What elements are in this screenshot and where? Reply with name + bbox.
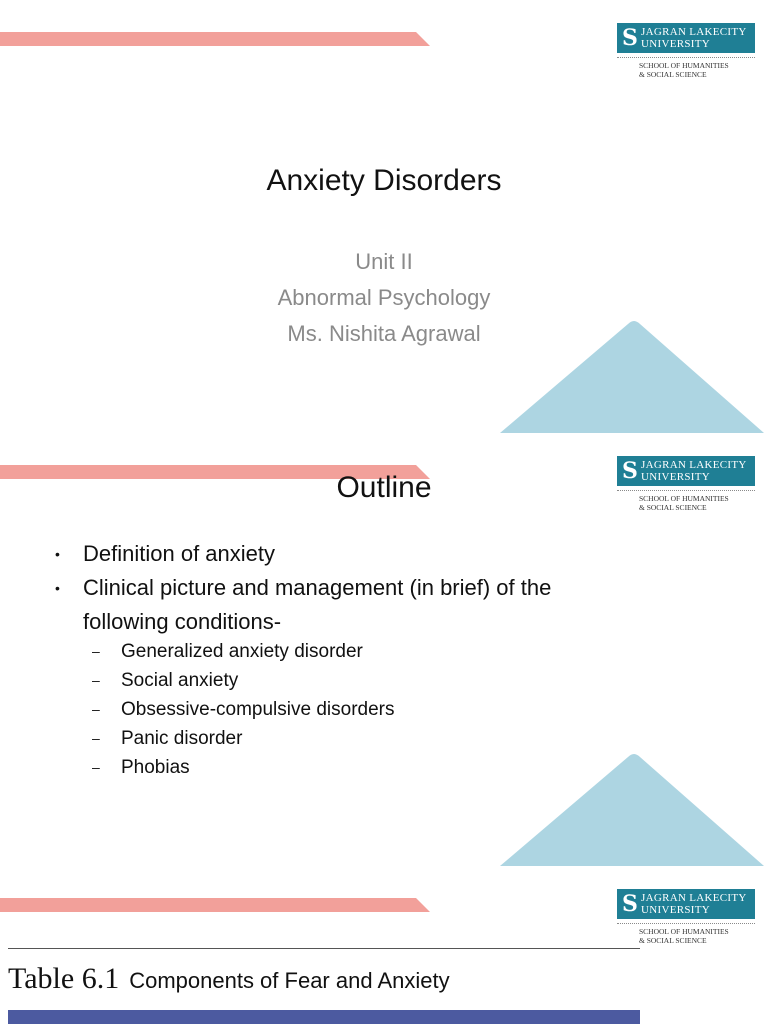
university-logo xyxy=(617,889,757,947)
logo-sub-1: SCHOOL OF HUMANITIES xyxy=(639,61,729,70)
slide-table xyxy=(0,866,768,1024)
logo-line-1: JAGRAN LAKECITY xyxy=(641,26,747,38)
subtitle-course: Abnormal Psychology xyxy=(277,285,491,310)
university-logo xyxy=(617,23,757,81)
logo-sub-2: & SOCIAL SCIENCE xyxy=(639,70,707,79)
slide-outline xyxy=(0,433,768,866)
table-caption xyxy=(8,962,450,996)
logo-mark-icon: S xyxy=(622,891,638,917)
logo-line-2: UNIVERSITY xyxy=(641,471,710,483)
slide-title-text: Anxiety Disorders xyxy=(266,164,502,197)
logo-sub-1: SCHOOL OF HUMANITIES xyxy=(639,494,729,503)
logo-sub-2: & SOCIAL SCIENCE xyxy=(639,936,707,945)
dash-icon: – xyxy=(92,643,100,659)
sub-bullet-text: Social anxiety xyxy=(121,670,239,691)
logo-line-2: UNIVERSITY xyxy=(641,38,710,50)
table-caption-text: Components of Fear and Anxiety xyxy=(129,968,450,993)
table-header-bar xyxy=(8,1010,640,1024)
slide-title xyxy=(0,0,768,433)
logo-line-1: JAGRAN LAKECITY xyxy=(641,459,747,471)
table-number: Table 6.1 xyxy=(8,962,120,995)
decorative-stripe xyxy=(0,32,430,46)
bullet-text: Clinical picture and management (in brief) of the xyxy=(83,575,552,600)
logo-mark-icon: S xyxy=(622,25,638,51)
bullet-icon: • xyxy=(55,546,60,562)
logo-line-1: JAGRAN LAKECITY xyxy=(641,892,747,904)
outline-title: Outline xyxy=(336,471,432,504)
decorative-triangle xyxy=(500,318,764,433)
logo-sub-1: SCHOOL OF HUMANITIES xyxy=(639,927,729,936)
divider xyxy=(8,948,640,949)
dash-icon: – xyxy=(92,672,100,688)
sub-bullet-text: Obsessive-compulsive disorders xyxy=(121,699,395,720)
decorative-triangle xyxy=(500,751,764,866)
logo-mark-icon: S xyxy=(622,458,638,484)
sub-bullet-text: Phobias xyxy=(121,757,190,778)
sub-bullet-text: Generalized anxiety disorder xyxy=(121,641,363,662)
decorative-stripe xyxy=(0,898,430,912)
sub-bullet-text: Panic disorder xyxy=(121,728,243,749)
dash-icon: – xyxy=(92,759,100,775)
subtitle-unit: Unit II xyxy=(355,249,413,274)
dash-icon: – xyxy=(92,701,100,717)
dash-icon: – xyxy=(92,730,100,746)
subtitle-author: Ms. Nishita Agrawal xyxy=(287,321,481,346)
bullet-icon: • xyxy=(55,580,60,596)
bullet-text: Definition of anxiety xyxy=(83,541,275,566)
logo-sub-2: & SOCIAL SCIENCE xyxy=(639,503,707,512)
bullet-text: following conditions- xyxy=(83,609,282,634)
logo-line-2: UNIVERSITY xyxy=(641,904,710,916)
